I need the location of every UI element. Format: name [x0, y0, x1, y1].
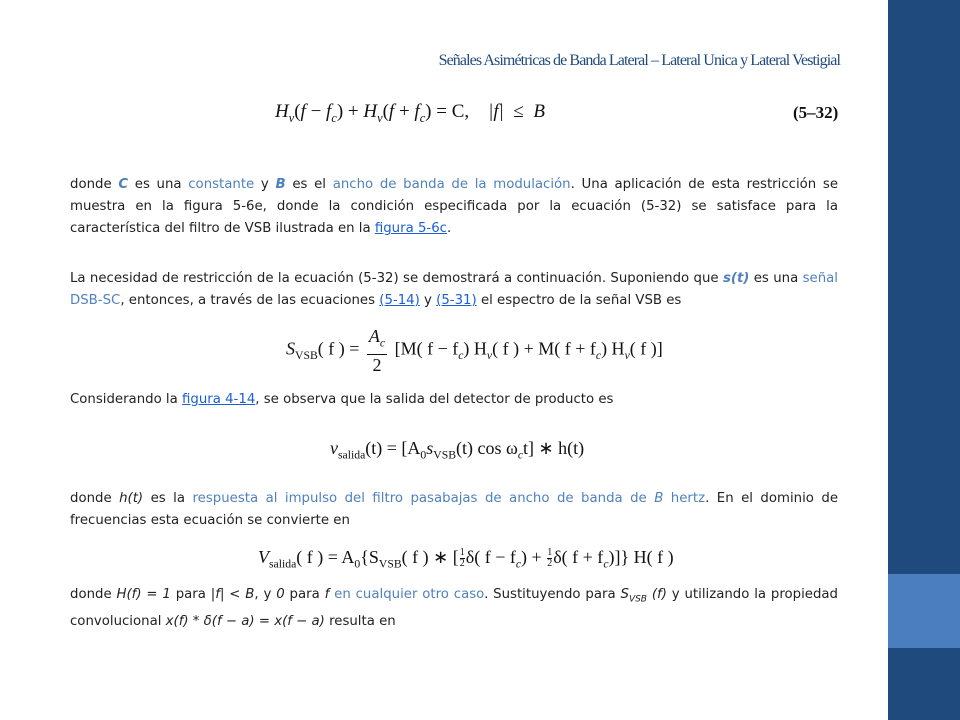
equation-Vsalida: $V_{salida}$( f ) = $A_0\{S_{VSB}$( f ) ∗ [ $\frac{1}{2}$ δ( $f - f_c$) + $\frac{1}{2}$ δ( $f + f_c$)]} H( f )	[258, 547, 674, 571]
link-eq-5-14[interactable]: (5-14)	[379, 293, 420, 308]
paragraph-2: La necesidad de restricción de la ecuación (5-32) se demostrará a continuación. Suponiendo que s(t) es una señal DSB-SC, entonces, a través de las ecuaciones (5-14) y (5-31) el espectro de la señal VSB es	[70, 271, 838, 308]
paragraph-4: donde h(t) es la respuesta al impulso del filtro pasabajas de ancho de banda de B hertz. En el dominio de frecuencias esta ecuación se convierte en	[70, 491, 838, 528]
paragraph-5: donde H(f) = 1 para |f| < B, y 0 para f en cualquier otro caso. Sustituyendo para $S_{VSB}$ (f) y utilizando la propiedad convolucional x(f) * δ(f − a) = x(f − a) resulta en	[70, 587, 838, 629]
paragraph-1: donde C es una constante y B es el ancho de banda de la modulación. Una aplicación de esta restricción se muestra en la figura 5-6e, donde la condición especificada por la ecuación (5-32) se satisface para la característica del filtro de VSB ilustrada en la figura 5-6c.	[70, 177, 839, 236]
link-figura-4-14[interactable]: figura 4-14	[182, 392, 256, 407]
equation-svsb: $S_{VSB}$( f ) = $\frac{A_c}{2}$ [M( $f - f_c$) $H_v$( f ) + M( $f + f_c$) $H_v$( f )]	[286, 326, 663, 375]
equation-number: (5–32)	[793, 103, 839, 122]
link-figura-5-6c[interactable]: figura 5-6c	[374, 221, 447, 236]
equation-5-32: $H_v(f - f_c) + H_v(f + f_c) = C$, |f| ≤ B	[275, 101, 545, 125]
slide-title: Señales Asimétricas de Banda Lateral – Lateral Unica y Lateral Vestigial	[438, 52, 840, 69]
paragraph-3: Considerando la figura 4-14, se observa que la salida del detector de producto es	[70, 392, 614, 407]
side-accent-block	[888, 574, 960, 648]
link-eq-5-31[interactable]: (5-31)	[436, 293, 477, 308]
equation-vsalida: $v_{salida}(t) = [A_0s_{VSB}(t)$ $\cos \omega_ct$] ∗ h(t)	[330, 438, 585, 462]
